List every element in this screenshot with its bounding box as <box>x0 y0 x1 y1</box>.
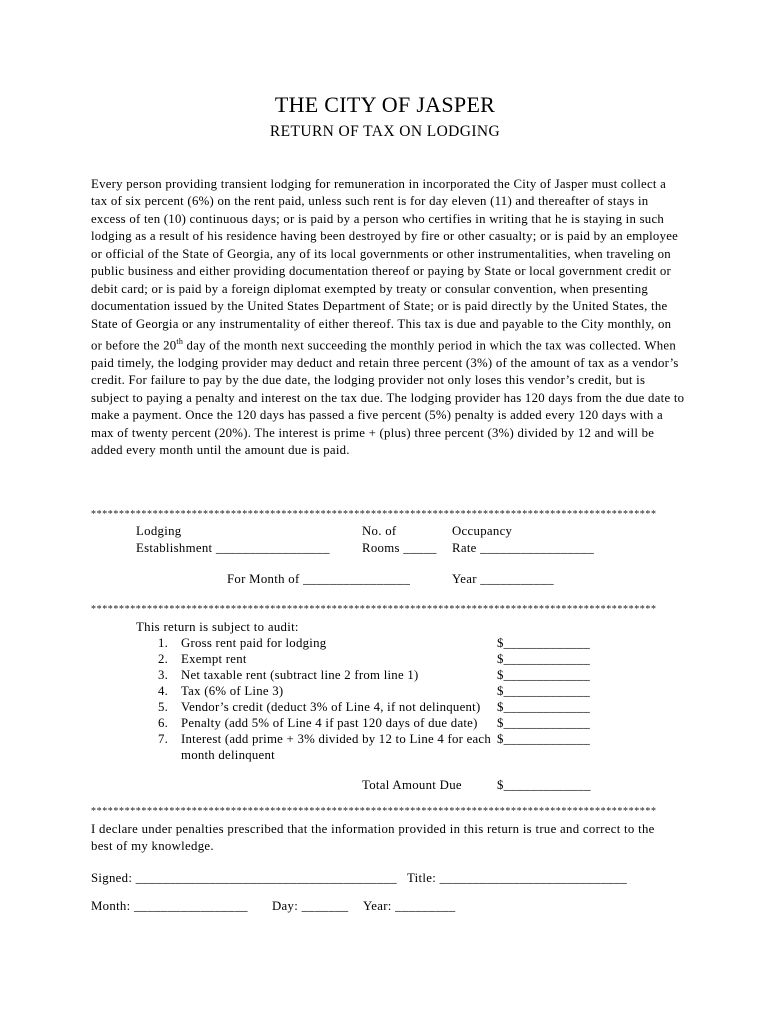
audit-heading: This return is subject to audit: <box>136 620 299 634</box>
total-amount-field[interactable]: $_____________ <box>497 778 591 792</box>
audit-line-label: Penalty (add 5% of Line 4 if past 120 days of due date) <box>181 716 478 730</box>
audit-line-label: Gross rent paid for lodging <box>181 636 327 650</box>
audit-line-amount-field[interactable]: $_____________ <box>497 716 591 730</box>
document-title: THE CITY OF JASPER <box>274 92 496 117</box>
total-amount-label: Total Amount Due <box>362 778 462 792</box>
audit-line-amount-field[interactable]: $_____________ <box>497 636 591 650</box>
intro-text-part2: day of the month next succeeding the monthly period in which the tax was collected. When paid timely, the lodging provider may deduct and retain three percent (3%) of the amount of tax as a vendor’s credit. For failure to pay by the due date, the lodging provider not only loses this vendor’s credit, but is subject to paying a penalty and interest on the tax due. The lodging provider has 120 days from the due date to make a payment. Once the 120 days has passed a five percent (5%) penalty is added every 120 days with a max of twenty percent (20%). The interest is prime + (plus) three percent (3%) divided by 12 and will be added every month until the amount due is paid. <box>91 338 685 458</box>
rooms-field[interactable]: Rooms _____ <box>362 541 437 555</box>
audit-line-number: 1. <box>158 636 169 650</box>
audit-line-amount-field[interactable]: $_____________ <box>497 700 591 714</box>
year-field[interactable]: Year ___________ <box>452 572 554 586</box>
audit-line-label: Exempt rent <box>181 652 247 666</box>
declaration-line-2: best of my knowledge. <box>91 839 214 853</box>
signature-month-field[interactable]: Month: _________________ <box>91 899 248 913</box>
declaration-line-1: I declare under penalties prescribed that the information provided in this return is true and correct to the <box>91 822 655 836</box>
audit-line-number: 2. <box>158 652 169 666</box>
separator-3: ***************************************************************************************************** <box>91 806 657 817</box>
intro-superscript: th <box>176 337 184 347</box>
intro-paragraph <box>91 176 685 460</box>
audit-line-amount-field[interactable]: $_____________ <box>497 684 591 698</box>
audit-line-number: 4. <box>158 684 169 698</box>
audit-line-number: 3. <box>158 668 169 682</box>
audit-line-amount-field[interactable]: $_____________ <box>497 652 591 666</box>
audit-line-number: 7. <box>158 732 169 746</box>
document-subtitle: RETURN OF TAX ON LODGING <box>269 123 501 140</box>
month-field[interactable]: For Month of ________________ <box>227 572 411 586</box>
signature-year-field[interactable]: Year: _________ <box>363 899 456 913</box>
establishment-field[interactable]: Establishment _________________ <box>136 541 330 555</box>
audit-line-label: Vendor’s credit (deduct 3% of Line 4, if not delinquent) <box>181 700 481 714</box>
intro-text-part1: Every person providing transient lodging for remuneration in incorporated the City of Jasper must collect a tax of six percent (6%) on the rent paid, unless such rent is for day eleven (11) and thereafter of stays in excess of ten (10) continuous days; or is paid by a person who certifies in writing that he is staying in such lodging as a result of his residence having been destroyed by fire or other casualty; or is paid by an employee or official of the State of Georgia, any of its local governments or other instrumentalities, when traveling on public business and either providing documentation thereof or paying by State or local government credit or debit card; or is paid by a foreign diplomat exempted by treaty or consular convention, when presenting documentation issued by the United States Department of State; or is paid directly by the United States, the State of Georgia or any instrumentality of either thereof. This tax is due and payable to the City monthly, on or before the 20 <box>91 177 679 353</box>
audit-line-amount-field[interactable]: $_____________ <box>497 668 591 682</box>
audit-line-label: Tax (6% of Line 3) <box>181 684 284 698</box>
audit-line-amount-field[interactable]: $_____________ <box>497 732 591 746</box>
lodging-label: Lodging <box>136 524 182 538</box>
separator-1: ***************************************************************************************************** <box>91 509 657 520</box>
audit-line-label: month delinquent <box>181 748 275 762</box>
audit-line-label: Interest (add prime + 3% divided by 12 to Line 4 for each <box>181 732 492 746</box>
audit-line-number: 5. <box>158 700 169 714</box>
signed-field[interactable]: Signed: _______________________________________ <box>91 871 397 885</box>
rooms-label: No. of <box>362 524 397 538</box>
separator-2: ***************************************************************************************************** <box>91 604 657 615</box>
signature-day-field[interactable]: Day: _______ <box>272 899 349 913</box>
occupancy-rate-field[interactable]: Rate _________________ <box>452 541 595 555</box>
occupancy-label: Occupancy <box>452 524 513 538</box>
title-field[interactable]: Title: ____________________________ <box>407 871 628 885</box>
audit-line-number: 6. <box>158 716 169 730</box>
audit-line-label: Net taxable rent (subtract line 2 from line 1) <box>181 668 419 682</box>
